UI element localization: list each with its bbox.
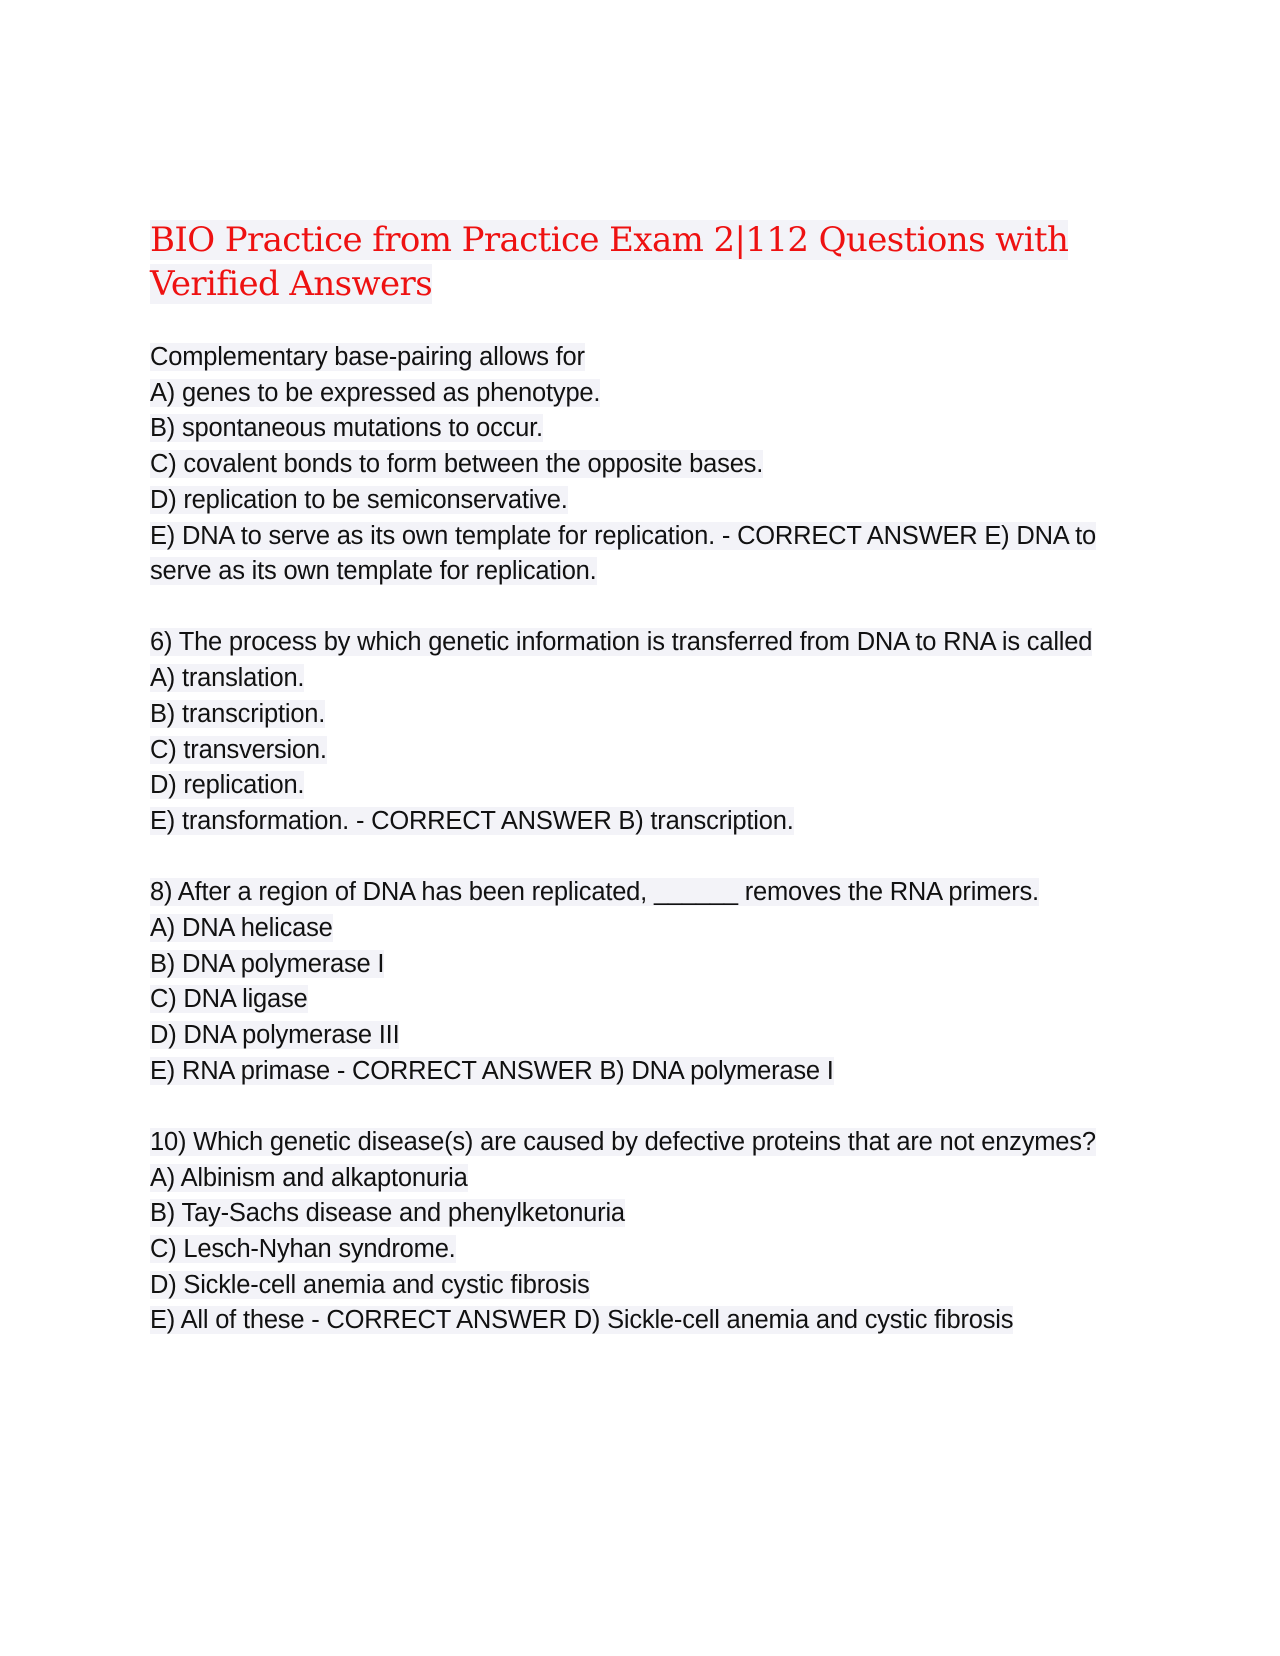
question-block — [150, 340, 1140, 590]
correct-answer-text: E) All of these - CORRECT ANSWER D) Sickle-cell anemia and cystic fibrosis — [150, 1306, 1014, 1335]
answer-option — [150, 733, 1140, 769]
question-stem-text: 6) The process by which genetic information is transferred from DNA to RNA is called — [150, 628, 1093, 657]
answer-option-text: D) DNA polymerase III — [150, 1020, 400, 1049]
question-stem — [150, 1125, 1140, 1161]
answer-option — [150, 947, 1140, 983]
question-block — [150, 625, 1140, 839]
question-stem — [150, 875, 1140, 911]
question-stem-text: Complementary base-pairing allows for — [150, 343, 585, 371]
answer-option-text: D) Sickle-cell anemia and cystic fibrosis — [150, 1270, 590, 1299]
answer-option-text: D) replication. — [150, 771, 305, 800]
answer-option — [150, 768, 1140, 804]
question-stem-text: 10) Which genetic disease(s) are caused by defective proteins that are not enzymes? — [150, 1127, 1096, 1156]
answer-option — [150, 1232, 1140, 1268]
correct-answer-text: E) transformation. - CORRECT ANSWER B) transcription. — [150, 806, 794, 835]
document-page — [150, 218, 1140, 1375]
document-title-text: BIO Practice from Practice Exam 2|112 Questions with Verified Answers — [150, 220, 1069, 304]
question-block — [150, 1125, 1140, 1339]
correct-answer-text: E) DNA to serve as its own template for replication. - CORRECT ANSWER E) DNA to serve as its own template for replication. — [150, 521, 1096, 586]
answer-option-text: A) translation. — [150, 664, 305, 693]
answer-option — [150, 411, 1140, 447]
answer-option-text: B) transcription. — [150, 699, 326, 728]
document-title — [150, 218, 1140, 306]
answer-option — [150, 376, 1140, 412]
answer-option-text: C) transversion. — [150, 735, 327, 764]
answer-option-text: A) genes to be expressed as phenotype. — [150, 378, 601, 407]
answer-option — [150, 1268, 1140, 1304]
answer-option-text: A) Albinism and alkaptonuria — [150, 1163, 468, 1192]
question-stem — [150, 340, 1140, 376]
answer-option — [150, 1018, 1140, 1054]
answer-option-text: C) DNA ligase — [150, 985, 308, 1014]
answer-option-text: C) covalent bonds to form between the opposite bases. — [150, 450, 764, 479]
question-stem — [150, 625, 1140, 661]
answer-option — [150, 447, 1140, 483]
answer-option-text: C) Lesch-Nyhan syndrome. — [150, 1234, 456, 1263]
answer-option-text: A) DNA helicase — [150, 913, 333, 942]
answer-option — [150, 911, 1140, 947]
answer-option-text: B) DNA polymerase I — [150, 949, 385, 978]
answer-option-text: B) Tay-Sachs disease and phenylketonuria — [150, 1199, 625, 1228]
answer-option — [150, 483, 1140, 519]
correct-answer-text: E) RNA primase - CORRECT ANSWER B) DNA polymerase I — [150, 1056, 834, 1085]
question-stem-text: 8) After a region of DNA has been replicated, ______ removes the RNA primers. — [150, 878, 1039, 907]
answer-option — [150, 1161, 1140, 1197]
answer-option — [150, 697, 1140, 733]
answer-option-with-correct-answer — [150, 1054, 1140, 1090]
answer-option-with-correct-answer — [150, 1303, 1140, 1339]
question-block — [150, 875, 1140, 1089]
answer-option-text: B) spontaneous mutations to occur. — [150, 414, 543, 443]
answer-option — [150, 661, 1140, 697]
answer-option-with-correct-answer — [150, 519, 1140, 590]
answer-option-with-correct-answer — [150, 804, 1140, 840]
answer-option — [150, 982, 1140, 1018]
answer-option — [150, 1196, 1140, 1232]
answer-option-text: D) replication to be semiconservative. — [150, 485, 568, 514]
